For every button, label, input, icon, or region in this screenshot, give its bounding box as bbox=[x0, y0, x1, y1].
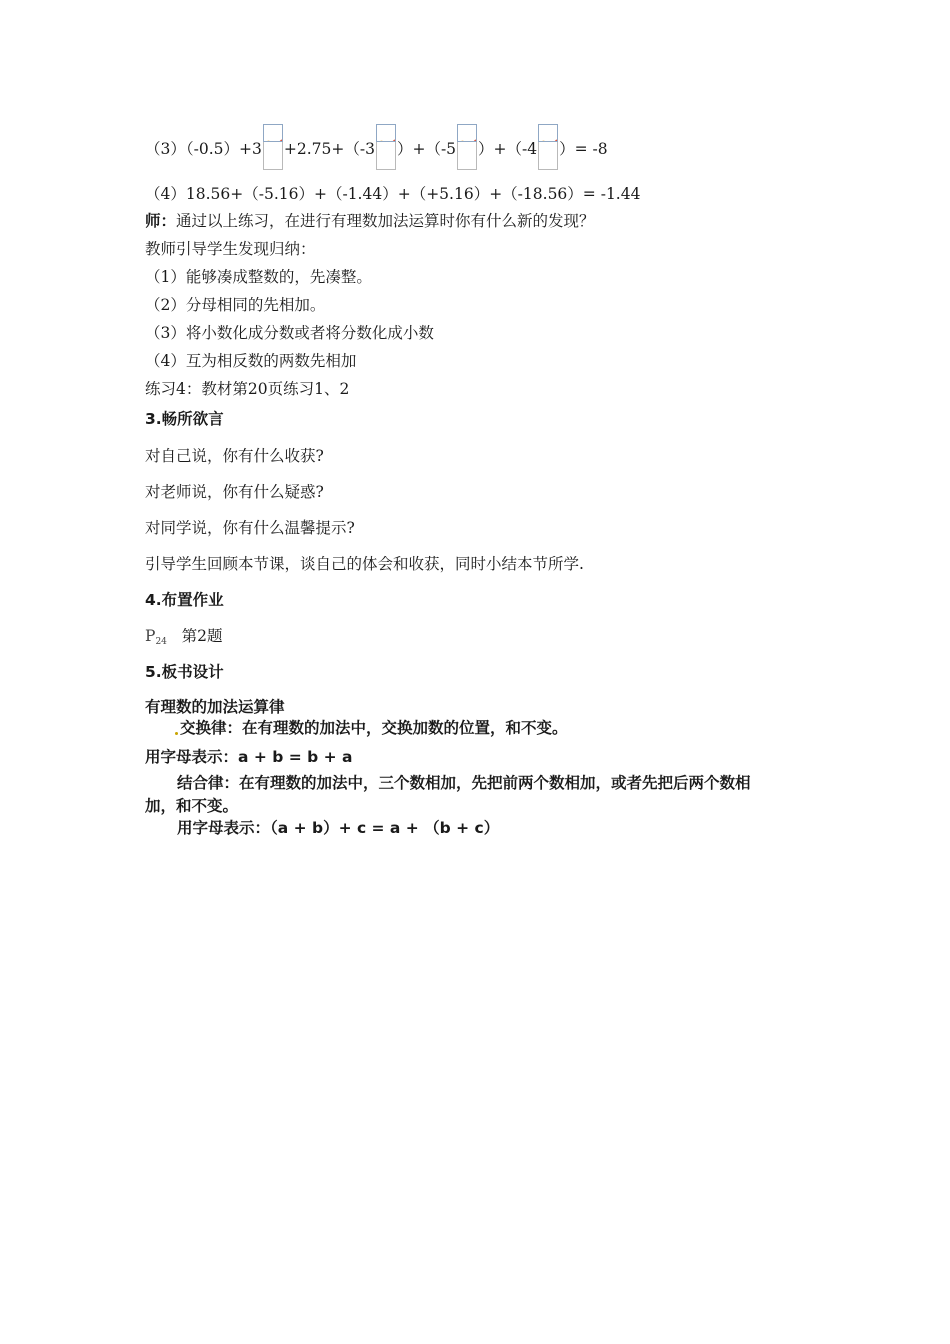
equation-3-part5: ）= -8 bbox=[559, 140, 608, 158]
equation-3-part1: （3）（-0.5）+3 bbox=[145, 140, 262, 158]
image-placeholder-icon bbox=[538, 124, 558, 142]
question-teacher: 对老师说，你有什么疑惑? bbox=[145, 483, 324, 501]
guide-text: 教师引导学生发现归纳： bbox=[145, 240, 316, 258]
commutative-law-text: 交换律：在有理数的加法中，交换加数的位置，和不变。 bbox=[180, 719, 568, 737]
section-3-title: 3.畅所欲言 bbox=[145, 410, 224, 428]
commutative-law bbox=[175, 718, 568, 738]
fraction-placeholder bbox=[538, 124, 558, 170]
image-placeholder-icon bbox=[376, 124, 396, 142]
rule-3: （3）将小数化成分数或者将分数化成小数 bbox=[145, 324, 434, 342]
equation-3 bbox=[145, 124, 608, 174]
equation-3-part2: +2.75+（-3 bbox=[283, 140, 375, 158]
equation-3-part4: ）+（-4 bbox=[478, 140, 538, 158]
practice-4: 练习4：教材第20页练习1、2 bbox=[145, 380, 350, 398]
teacher-text: 通过以上练习，在进行有理数加法运算时你有什么新的发现？ bbox=[176, 212, 595, 230]
associative-law-line2: 加，和不变。 bbox=[145, 797, 239, 815]
image-placeholder-icon bbox=[457, 124, 477, 142]
associative-law-line1: 结合律：在有理数的加法中，三个数相加，先把前两个数相加，或者先把后两个数相 bbox=[177, 774, 751, 792]
equation-3-part3: ）+（-5 bbox=[396, 140, 457, 158]
teacher-prefix: 师： bbox=[145, 212, 177, 230]
image-placeholder-icon bbox=[263, 124, 283, 142]
summary-text: 引导学生回顾本节课，谈自己的体会和收获，同时小结本节所学. bbox=[145, 555, 584, 573]
rule-4: （4）互为相反数的两数先相加 bbox=[145, 352, 357, 370]
homework-page-number: 24 bbox=[155, 637, 167, 647]
equation-4: （4）18.56+（-5.16）+（-1.44）+（+5.16）+（-18.56）= -1.44 bbox=[145, 185, 641, 203]
rule-2: （2）分母相同的先相加。 bbox=[145, 296, 326, 314]
rule-1: （1）能够凑成整数的，先凑整。 bbox=[145, 268, 372, 286]
homework-text: 第2题 bbox=[181, 627, 223, 645]
homework bbox=[145, 626, 223, 652]
associative-letters: 用字母表示：（a + b）+ c = a + （b + c） bbox=[177, 819, 500, 837]
section-4-title: 4.布置作业 bbox=[145, 591, 224, 609]
commutative-letters: 用字母表示：a + b = b + a bbox=[145, 748, 353, 766]
question-self: 对自己说，你有什么收获? bbox=[145, 447, 324, 465]
fraction-placeholder bbox=[376, 124, 396, 170]
marker-dot bbox=[175, 732, 178, 735]
fraction-placeholder bbox=[263, 124, 283, 170]
question-classmate: 对同学说，你有什么温馨提示? bbox=[145, 519, 355, 537]
section-5-title: 5.板书设计 bbox=[145, 663, 224, 681]
homework-page: P bbox=[145, 627, 156, 645]
board-title: 有理数的加法运算律 bbox=[145, 698, 285, 716]
fraction-placeholder bbox=[457, 124, 477, 170]
teacher-question bbox=[145, 211, 595, 231]
